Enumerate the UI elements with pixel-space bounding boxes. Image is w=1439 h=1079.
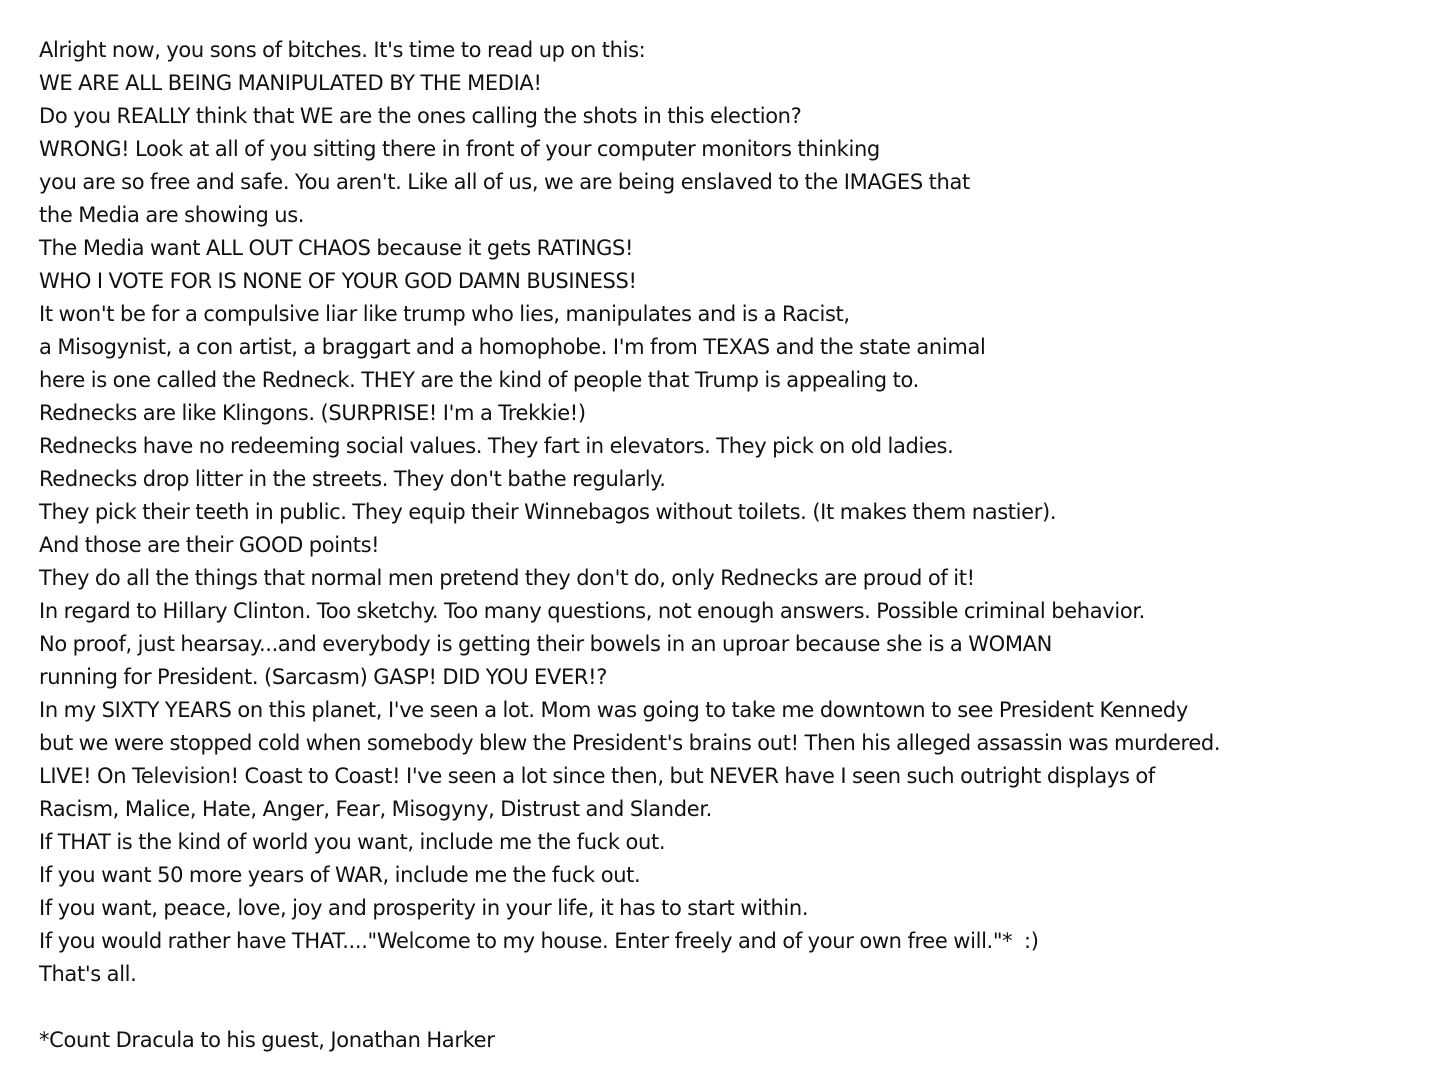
- text-line: In regard to Hillary Clinton. Too sketchy. Too many questions, not enough answers. Possible criminal behavior.: [39, 599, 1146, 623]
- text-line: Rednecks drop litter in the streets. They don't bathe regularly.: [39, 467, 666, 491]
- text-line: That's all.: [39, 962, 137, 986]
- text-line: Rednecks have no redeeming social values. They fart in elevators. They pick on old ladies.: [39, 434, 954, 458]
- text-line: Do you REALLY think that WE are the ones calling the shots in this election?: [39, 104, 802, 128]
- text-line: WE ARE ALL BEING MANIPULATED BY THE MEDIA!: [39, 71, 542, 95]
- text-line: If THAT is the kind of world you want, include me the fuck out.: [39, 830, 666, 854]
- text-line: here is one called the Redneck. THEY are the kind of people that Trump is appealing to.: [39, 368, 919, 392]
- text-line: The Media want ALL OUT CHAOS because it gets RATINGS!: [39, 236, 634, 260]
- text-line: the Media are showing us.: [39, 203, 305, 227]
- text-line: WRONG! Look at all of you sitting there in front of your computer monitors thinking: [39, 137, 880, 161]
- text-line: They pick their teeth in public. They equip their Winnebagos without toilets. (It makes them nastier).: [39, 500, 1057, 524]
- text-line: And those are their GOOD points!: [39, 533, 380, 557]
- text-line: WHO I VOTE FOR IS NONE OF YOUR GOD DAMN BUSINESS!: [39, 269, 637, 293]
- document-body: [39, 34, 1419, 1057]
- text-line: Rednecks are like Klingons. (SURPRISE! I'm a Trekkie!): [39, 401, 586, 425]
- text-line: In my SIXTY YEARS on this planet, I've seen a lot. Mom was going to take me downtown to see President Kennedy: [39, 698, 1188, 722]
- text-line: They do all the things that normal men pretend they don't do, only Rednecks are proud of it!: [39, 566, 975, 590]
- text-line: If you want 50 more years of WAR, include me the fuck out.: [39, 863, 641, 887]
- text-line: a Misogynist, a con artist, a braggart and a homophobe. I'm from TEXAS and the state animal: [39, 335, 986, 359]
- text-line: No proof, just hearsay...and everybody is getting their bowels in an uproar because she is a WOMAN: [39, 632, 1052, 656]
- text-line: but we were stopped cold when somebody blew the President's brains out! Then his alleged assassin was murdered.: [39, 731, 1221, 755]
- text-line: If you want, peace, love, joy and prosperity in your life, it has to start within.: [39, 896, 809, 920]
- text-line: It won't be for a compulsive liar like trump who lies, manipulates and is a Racist,: [39, 302, 850, 326]
- text-line: running for President. (Sarcasm) GASP! DID YOU EVER!?: [39, 665, 608, 689]
- text-line: Alright now, you sons of bitches. It's time to read up on this:: [39, 38, 646, 62]
- text-line: LIVE! On Television! Coast to Coast! I've seen a lot since then, but NEVER have I seen such outright displays of: [39, 764, 1155, 788]
- text-line: If you would rather have THAT...."Welcome to my house. Enter freely and of your own free will."* :): [39, 929, 1039, 953]
- text-line: Racism, Malice, Hate, Anger, Fear, Misogyny, Distrust and Slander.: [39, 797, 712, 821]
- paragraph-gap: [39, 991, 1419, 1024]
- text-line: you are so free and safe. You aren't. Like all of us, we are being enslaved to the IMAGES that: [39, 170, 970, 194]
- footnote: *Count Dracula to his guest, Jonathan Harker: [39, 1028, 495, 1052]
